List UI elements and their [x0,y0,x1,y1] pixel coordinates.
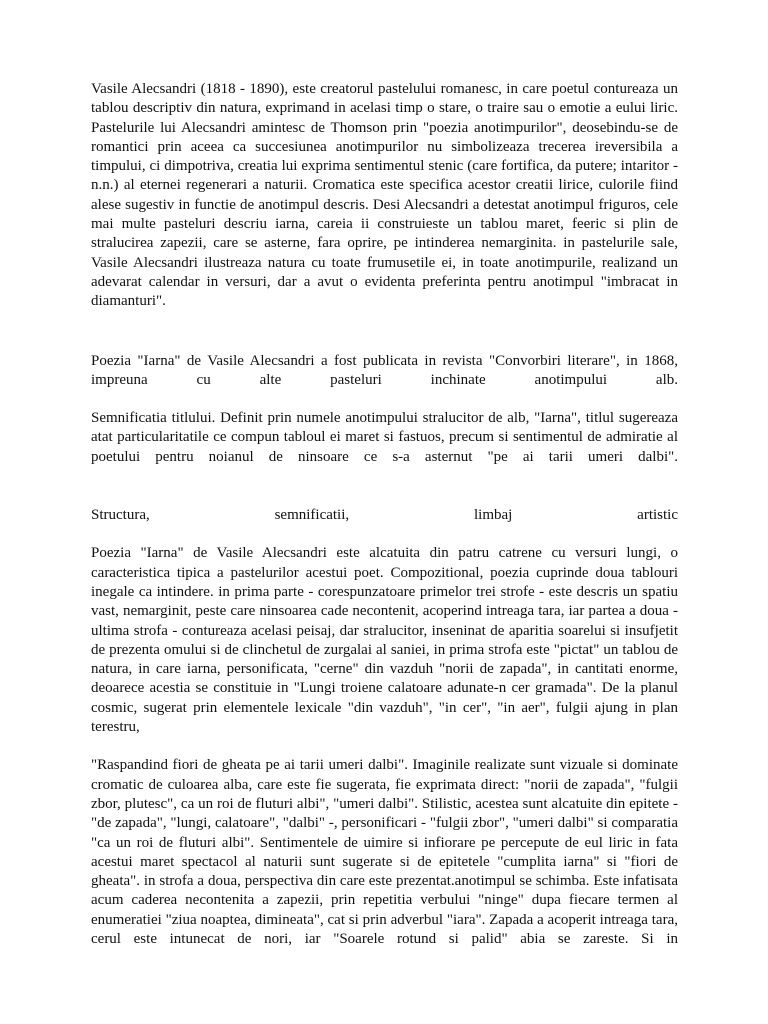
paragraph-title-meaning: Semnificatia titlului. Definit prin numele anotimpului stralucitor de alb, "Iarna", titlul sugereaza atat particularitatile ce compun tabloul ei maret si fastuos, precum si sentimentul de admiratie al poetului pentru noianul de ninsoare ce s-a asternut "pe ai tarii umeri dalbi". [91,410,678,465]
section-heading: Structura, semnificatii, limbaj artistic [91,507,678,524]
paragraph-publication: Poezia "Iarna" de Vasile Alecsandri a fost publicata in revista "Convorbiri literare", in 1868, impreuna cu alte pasteluri inchinate anotimpului alb. [91,352,678,388]
paragraph-imagery: "Raspandind fiori de gheata pe ai tarii umeri dalbi". Imaginile realizate sunt vizuale si dominate cromatic de culoarea alba, care este fie sugerata, fie exprimata direct: "norii de zapada", "fulgii zbor, plutesc", ca un roi de fluturi albi", "umeri dalbi". Stilistic, acestea sunt alcatuite din epitete - "de zapada", "lungi, calatoare", "dalbi" -, personificari - "fulgii zbor", "umeri dalbi" si comparatia "ca un roi de fluturi albi". Sentimentele de uimire si infiorare pe percepute de eul liric in fata acestui maret spectacol al naturii sunt sugerate si de epitetele "cumplita iarna" si "fiori de gheata". in strofa a doua, perspectiva din care este prezentat.anotimpul se schimba. Este infatisata acum caderea necontenita a zapezii, prin repetitia verbului "ninge" dupa fiecare termen al enumeratiei "ziua noaptea, dimineata", cat si prin adverbul "iara". Zapada a acoperit intreaga tara, cerul este intunecat de nori, iar "Soarele rotund si palid" abia se zareste. Si in [91,757,678,947]
paragraph-structure: Poezia "Iarna" de Vasile Alecsandri este alcatuita din patru catrene cu versuri lungi, o caracteristica tipica a pastelurilor acestui poet. Compozitional, poezia cuprinde doua tablouri inegale ca intindere. in prima parte - corespunzatoare primelor trei strofe - este descris un spatiu vast, nemarginit, peste care ninsoarea cade necontenit, acoperind intreaga tara, iar partea a doua - ultima strofa - contureaza acelasi peisaj, dar stralucitor, inseninat de aparitia soarelui si insufjetit de prezenta omului si de clinchetul de zurgalai al saniei, in prima strofa este "pictat" un tablou de natura, in care iarna, personificata, "cerne" din vazduh "norii de zapada", in cantitati enorme, deoarece acestia se constituie in "Lungi troiene calatoare adunate-n cer gramada". De la planul cosmic, sugerat prin elementele lexicale "din vazduh", "in cer", "in aer", fulgii ajung in plan terestru, [91,545,678,736]
paragraph-intro: Vasile Alecsandri (1818 - 1890), este creatorul pastelului romanesc, in care poetul contureaza un tablou descriptiv din natura, exprimand in acelasi timp o stare, o traire sau o emotie a eului liric. Pastelurile lui Alecsandri amintesc de Thomson prin "poezia anotimpurilor", deosebindu-se de romantici prin aceea ca succesiunea anotimpurilor nu simbolizeaza trecerea ireversibila a timpului, ci dimpotriva, creatia lui exprima sentimentul stenic (care fortifica, da putere; intaritor - n.n.) al eternei regenerari a naturii. Cromatica este specifica acestor creatii lirice, culorile fiind alese sugestiv in functie de anotimpul descris. Desi Alecsandri a detestat anotimpul friguros, cele mai multe pasteluri descriu iarna, careia ii construieste un tablou maret, feeric si plin de stralucirea zapezii, care se asterne, fara oprire, pe intinderea nemarginita. in pastelurile sale, Vasile Alecsandri ilustreaza natura cu toate frumusetile ei, in toate anotimpurile, realizand un adevarat calendar in versuri, dar a avut o evidenta preferinta pentru anotimpul "imbracat in diamanturi". [91,81,678,310]
